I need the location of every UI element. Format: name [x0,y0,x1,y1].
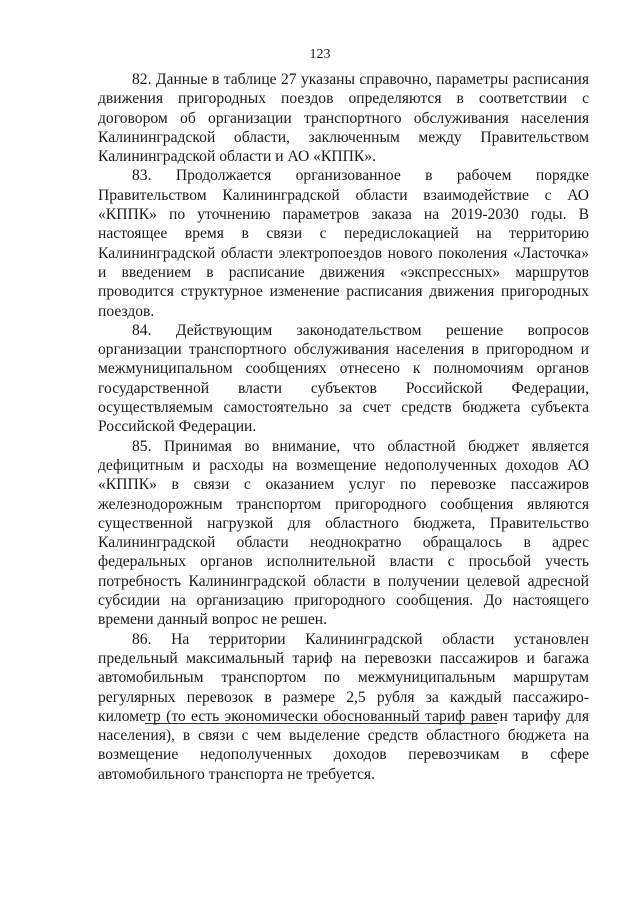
paragraph-85: 85. Принимая во внимание, что областной бюджет является дефицитным и расходы на возмещение недополученных доходов АО «КППК» в связи с оказанием услуг по перевозке пассажиров железнодорожным транспортом пригородного сообщения являются существенной нагрузкой для областного бюджета, Правительство Калининградской области неоднократно обращалось в адрес федеральных органов исполнительной власти с просьбой учесть потребность Калининградской области в получении целевой адресной субсидии на организацию пригородного сообщения. До настоящего времени данный вопрос не решен. [98,437,589,629]
page-number: 123 [309,47,331,62]
paragraph-82: 82. Данные в таблице 27 указаны справочно, параметры расписания движения пригородных поездов определяются в соответствии с договором об организации транспортного обслуживания населения Калининградской области, заключенным между Правительством Калининградской области и АО «КППК». [98,71,589,166]
document-body [98,70,589,784]
paragraph-86: 86. На территории Калининградской области установлен предельный максимальный тариф на перевозки пассажиров и багажа автомобильным транспортом по межмуниципальным маршрутам регулярных перевозок в размере 2,5 рубля за каждый пассажиро-километр (то есть экономически обоснованный тариф равен тарифу для населения), в связи с чем выделение средств областного бюджета на возмещение недополученных доходов перевозчикам в сфере автомобильного транспорта не требуется. [98,630,589,783]
end-separator-line [145,723,497,724]
paragraph-84: 84. Действующим законодательством решение вопросов организации транспортного обслуживания населения в пригородном и межмуниципальном сообщениях отнесено к полномочиям органов государственной власти субъектов Российской Федерации, осуществляемым самостоятельно за счет средств бюджета субъекта Российской Федерации. [98,321,589,436]
paragraph-83: 83. Продолжается организованное в рабочем порядке Правительством Калининградской области взаимодействие с АО «КППК» по уточнению параметров заказа на 2019-2030 годы. В настоящее время в связи с передислокацией на территорию Калининградской области электропоездов нового поколения «Ласточка» и введением в расписание движения «экспрессных» маршрутов проводится структурное изменение расписания движения пригородных поездов. [98,167,589,320]
